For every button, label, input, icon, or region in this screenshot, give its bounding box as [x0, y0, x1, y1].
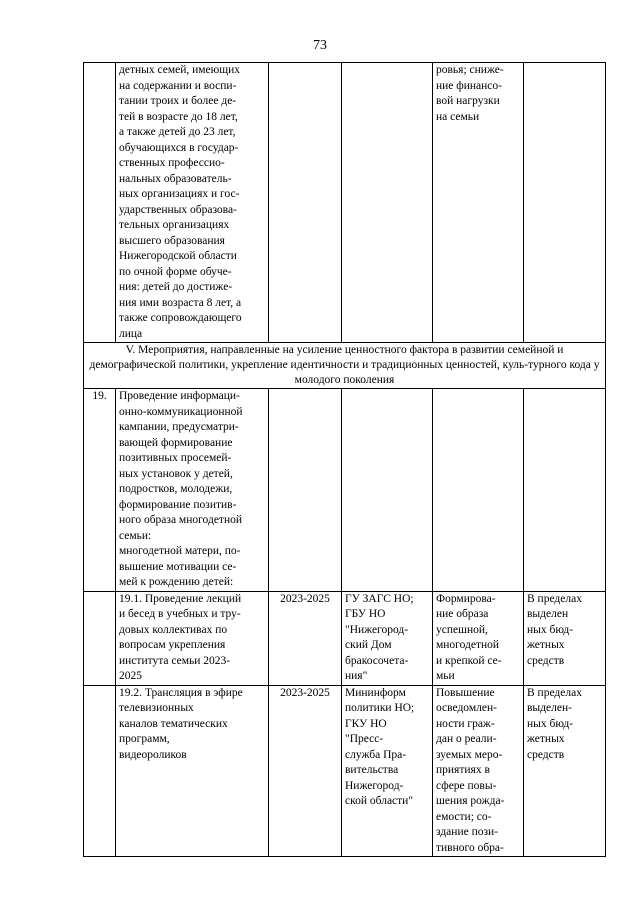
period-cell — [269, 63, 342, 343]
number-cell — [84, 591, 116, 685]
executor-text: Мининформ политики НО; ГКУ НО "Пресс- служба Пра- вительства Нижегород- ской области" — [345, 686, 415, 807]
result-text: Повышение осведомлен- ности граж- дан о реали- зуемых меро- приятиях в сфере повы- шения рожда- емости; со- здание пози- тивного обра- — [436, 686, 505, 854]
event-text: 19.1. Проведение лекций и бесед в учебных и тру- довых коллективах по вопросам укрепления института семьи 2023- 2025 — [119, 592, 242, 682]
table-row — [84, 63, 606, 343]
section-title: V. Мероприятия, направленные на усиление ценностного фактора в развитии семейной и демографической политики, укрепление идентичности и традиционных ценностей, куль-турного кода у молодого поколения — [84, 343, 606, 389]
funding-text: В пределах выделен ных бюд- жетных средств — [527, 592, 582, 667]
event-text: Проведение информаци- онно-коммуникационной кампании, предусматри- вающей формирование позитивных просемей- ных установок у детей, подростков, молодежи, формирование позитив- ного образа многодетной семьи: многодетной матери, по- вышение мотивации се- мей к рождению детей: — [119, 390, 243, 588]
period-text: 2023-2025 — [280, 592, 330, 605]
event-cell — [116, 591, 269, 685]
result-text: ровья; сниже- ние финансо- вой нагрузки на семьи — [436, 64, 504, 123]
executor-cell — [342, 685, 433, 857]
table-row — [84, 685, 606, 857]
executor-text: ГУ ЗАГС НО; ГБУ НО "Нижегород- ский Дом бракосочета- ния" — [345, 592, 414, 682]
page-number: 73 — [313, 38, 327, 53]
result-cell — [433, 389, 524, 592]
measures-table — [83, 62, 606, 857]
period-cell — [269, 685, 342, 857]
event-cell — [116, 389, 269, 592]
result-cell — [433, 685, 524, 857]
funding-cell — [524, 63, 606, 343]
table-row — [84, 591, 606, 685]
event-text: детных семей, имеющих на содержании и воспи- тании троих и более де- тей в возрасте до 18 лет, а также детей до 23 лет, обучающихся в государ- ственных профессио- нальных образователь- ных организациях и гос- ударственных образова- тельных организациях высшего образования Нижегородской области по очной форме обуче- ния: детей до достиже- ния ими возраста 8 лет, а также сопровождающего лица — [119, 64, 242, 340]
executor-cell — [342, 389, 433, 592]
funding-cell — [524, 591, 606, 685]
period-cell — [269, 591, 342, 685]
funding-cell — [524, 685, 606, 857]
result-text: Формирова- ние образа успешной, многодетной и крепкой се- мьи — [436, 592, 502, 682]
period-cell — [269, 389, 342, 592]
executor-cell — [342, 591, 433, 685]
number-cell — [84, 389, 116, 592]
section-row — [84, 343, 606, 389]
funding-text: В пределах выделен- ных бюд- жетных средств — [527, 686, 582, 761]
funding-cell — [524, 389, 606, 592]
event-cell — [116, 63, 269, 343]
number-cell — [84, 685, 116, 857]
event-cell — [116, 685, 269, 857]
item-number: 19. — [92, 390, 107, 402]
number-cell — [84, 63, 116, 343]
executor-cell — [342, 63, 433, 343]
result-cell — [433, 63, 524, 343]
event-text: 19.2. Трансляция в эфире телевизионных каналов тематических программ, видеороликов — [119, 686, 243, 761]
result-cell — [433, 591, 524, 685]
period-text: 2023-2025 — [280, 686, 330, 699]
table-row — [84, 389, 606, 592]
